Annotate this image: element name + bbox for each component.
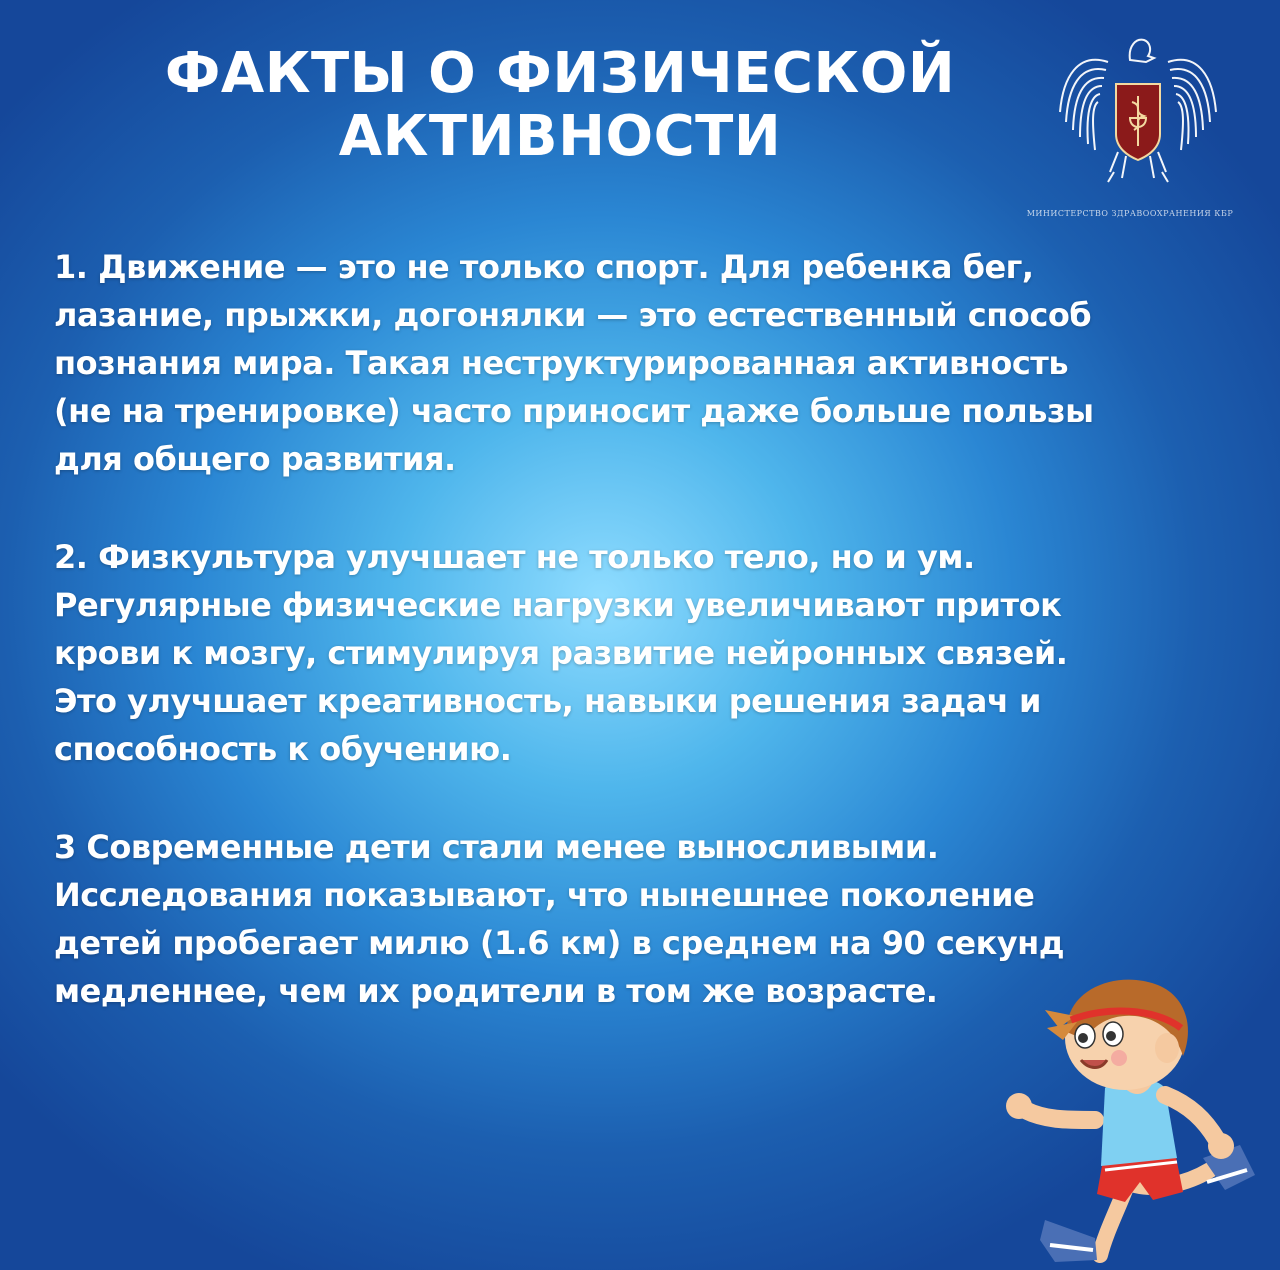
fact-line: Это улучшает креативность, навыки решения задач и xyxy=(54,682,1041,720)
fact-line: Исследования показывают, что нынешнее поколение xyxy=(54,876,1035,914)
title-line-2: АКТИВНОСТИ xyxy=(338,104,782,169)
fact-line: для общего развития. xyxy=(54,440,456,478)
emblem-caption: МИНИСТЕРСТВО ЗДРАВООХРАНЕНИЯ КБР xyxy=(1026,209,1234,218)
facts-list xyxy=(54,243,1244,1065)
fact-line: способность к обучению. xyxy=(54,730,512,768)
fact-line: 1. Движение — это не только спорт. Для ребенка бег, xyxy=(54,248,1034,286)
fact-line: крови к мозгу, стимулируя развитие нейронных связей. xyxy=(54,634,1068,672)
fact-line: Регулярные физические нагрузки увеличивают приток xyxy=(54,586,1062,624)
ministry-emblem-icon xyxy=(1038,22,1238,192)
fact-line: 3 Современные дети стали менее выносливыми. xyxy=(54,828,939,866)
page-title xyxy=(60,42,1060,168)
running-boy-illustration xyxy=(985,970,1275,1270)
fact-1 xyxy=(54,243,1244,483)
fact-line: (не на тренировке) часто приносит даже больше пользы xyxy=(54,392,1094,430)
fact-line: детей пробегает милю (1.6 км) в среднем на 90 секунд xyxy=(54,924,1065,962)
fact-2 xyxy=(54,533,1244,773)
title-line-1: ФАКТЫ О ФИЗИЧЕСКОЙ xyxy=(164,41,956,106)
fact-line: 2. Физкультура улучшает не только тело, но и ум. xyxy=(54,538,975,576)
fact-line: лазание, прыжки, догонялки — это естественный способ xyxy=(54,296,1092,334)
fact-line: познания мира. Такая неструктурированная активность xyxy=(54,344,1069,382)
fact-line: медленнее, чем их родители в том же возрасте. xyxy=(54,972,938,1010)
